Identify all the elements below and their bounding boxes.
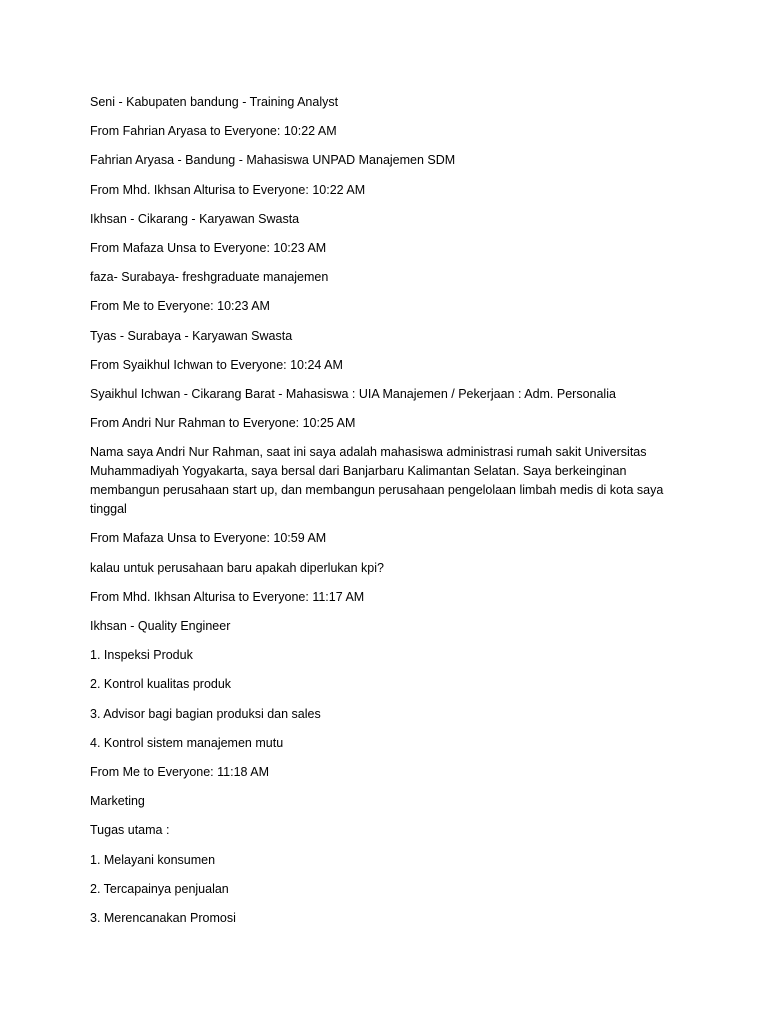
list-item: 4. Kontrol sistem manajemen mutu: [90, 735, 284, 750]
chat-line: Ikhsan - Cikarang - Karyawan Swasta: [90, 211, 300, 226]
list-item: 2. Kontrol kualitas produk: [90, 677, 232, 692]
chat-paragraph: Nama saya Andri Nur Rahman, saat ini saya adalah mahasiswa administrasi rumah sakit Universitas Muhammadiyah Yogyakarta, saya bersal dari Banjarbaru Kalimantan Selatan. Saya berkeinginan membangun perusahaan start up, dan membangun perusahaan pengelolaan limbah medis di kota saya tinggal: [90, 445, 664, 517]
chat-line: From Fahrian Aryasa to Everyone: 10:22 AM: [90, 124, 337, 139]
chat-line: Marketing: [90, 794, 145, 809]
list-item: 2. Tercapainya penjualan: [90, 881, 229, 896]
chat-line: From Mafaza Unsa to Everyone: 10:59 AM: [90, 531, 327, 546]
chat-line: From Mhd. Ikhsan Alturisa to Everyone: 10:22 AM: [90, 182, 366, 197]
chat-line: From Andri Nur Rahman to Everyone: 10:25 AM: [90, 416, 356, 431]
list-item: 3. Advisor bagi bagian produksi dan sales: [90, 706, 321, 721]
list-item: 1. Inspeksi Produk: [90, 648, 193, 663]
chat-line: From Me to Everyone: 10:23 AM: [90, 299, 270, 314]
list-item: 3. Merencanakan Promosi: [90, 910, 236, 925]
chat-line: faza- Surabaya- freshgraduate manajemen: [90, 270, 329, 285]
chat-log: [90, 93, 690, 938]
chat-line: Tugas utama :: [90, 823, 170, 838]
chat-line: From Syaikhul Ichwan to Everyone: 10:24 AM: [90, 357, 343, 372]
chat-line: Tyas - Surabaya - Karyawan Swasta: [90, 328, 293, 343]
chat-line: From Mafaza Unsa to Everyone: 10:23 AM: [90, 240, 327, 255]
chat-line: From Me to Everyone: 11:18 AM: [90, 764, 270, 779]
chat-line: Fahrian Aryasa - Bandung - Mahasiswa UNPAD Manajemen SDM: [90, 153, 456, 168]
chat-line: Seni - Kabupaten bandung - Training Analyst: [90, 95, 339, 109]
list-item: 1. Melayani konsumen: [90, 852, 216, 867]
chat-line: kalau untuk perusahaan baru apakah diperlukan kpi?: [90, 560, 384, 575]
chat-line: Syaikhul Ichwan - Cikarang Barat - Mahasiswa : UIA Manajemen / Pekerjaan : Adm. Personalia: [90, 386, 616, 401]
chat-line: From Mhd. Ikhsan Alturisa to Everyone: 11:17 AM: [90, 589, 365, 604]
chat-line: Ikhsan - Quality Engineer: [90, 619, 231, 633]
